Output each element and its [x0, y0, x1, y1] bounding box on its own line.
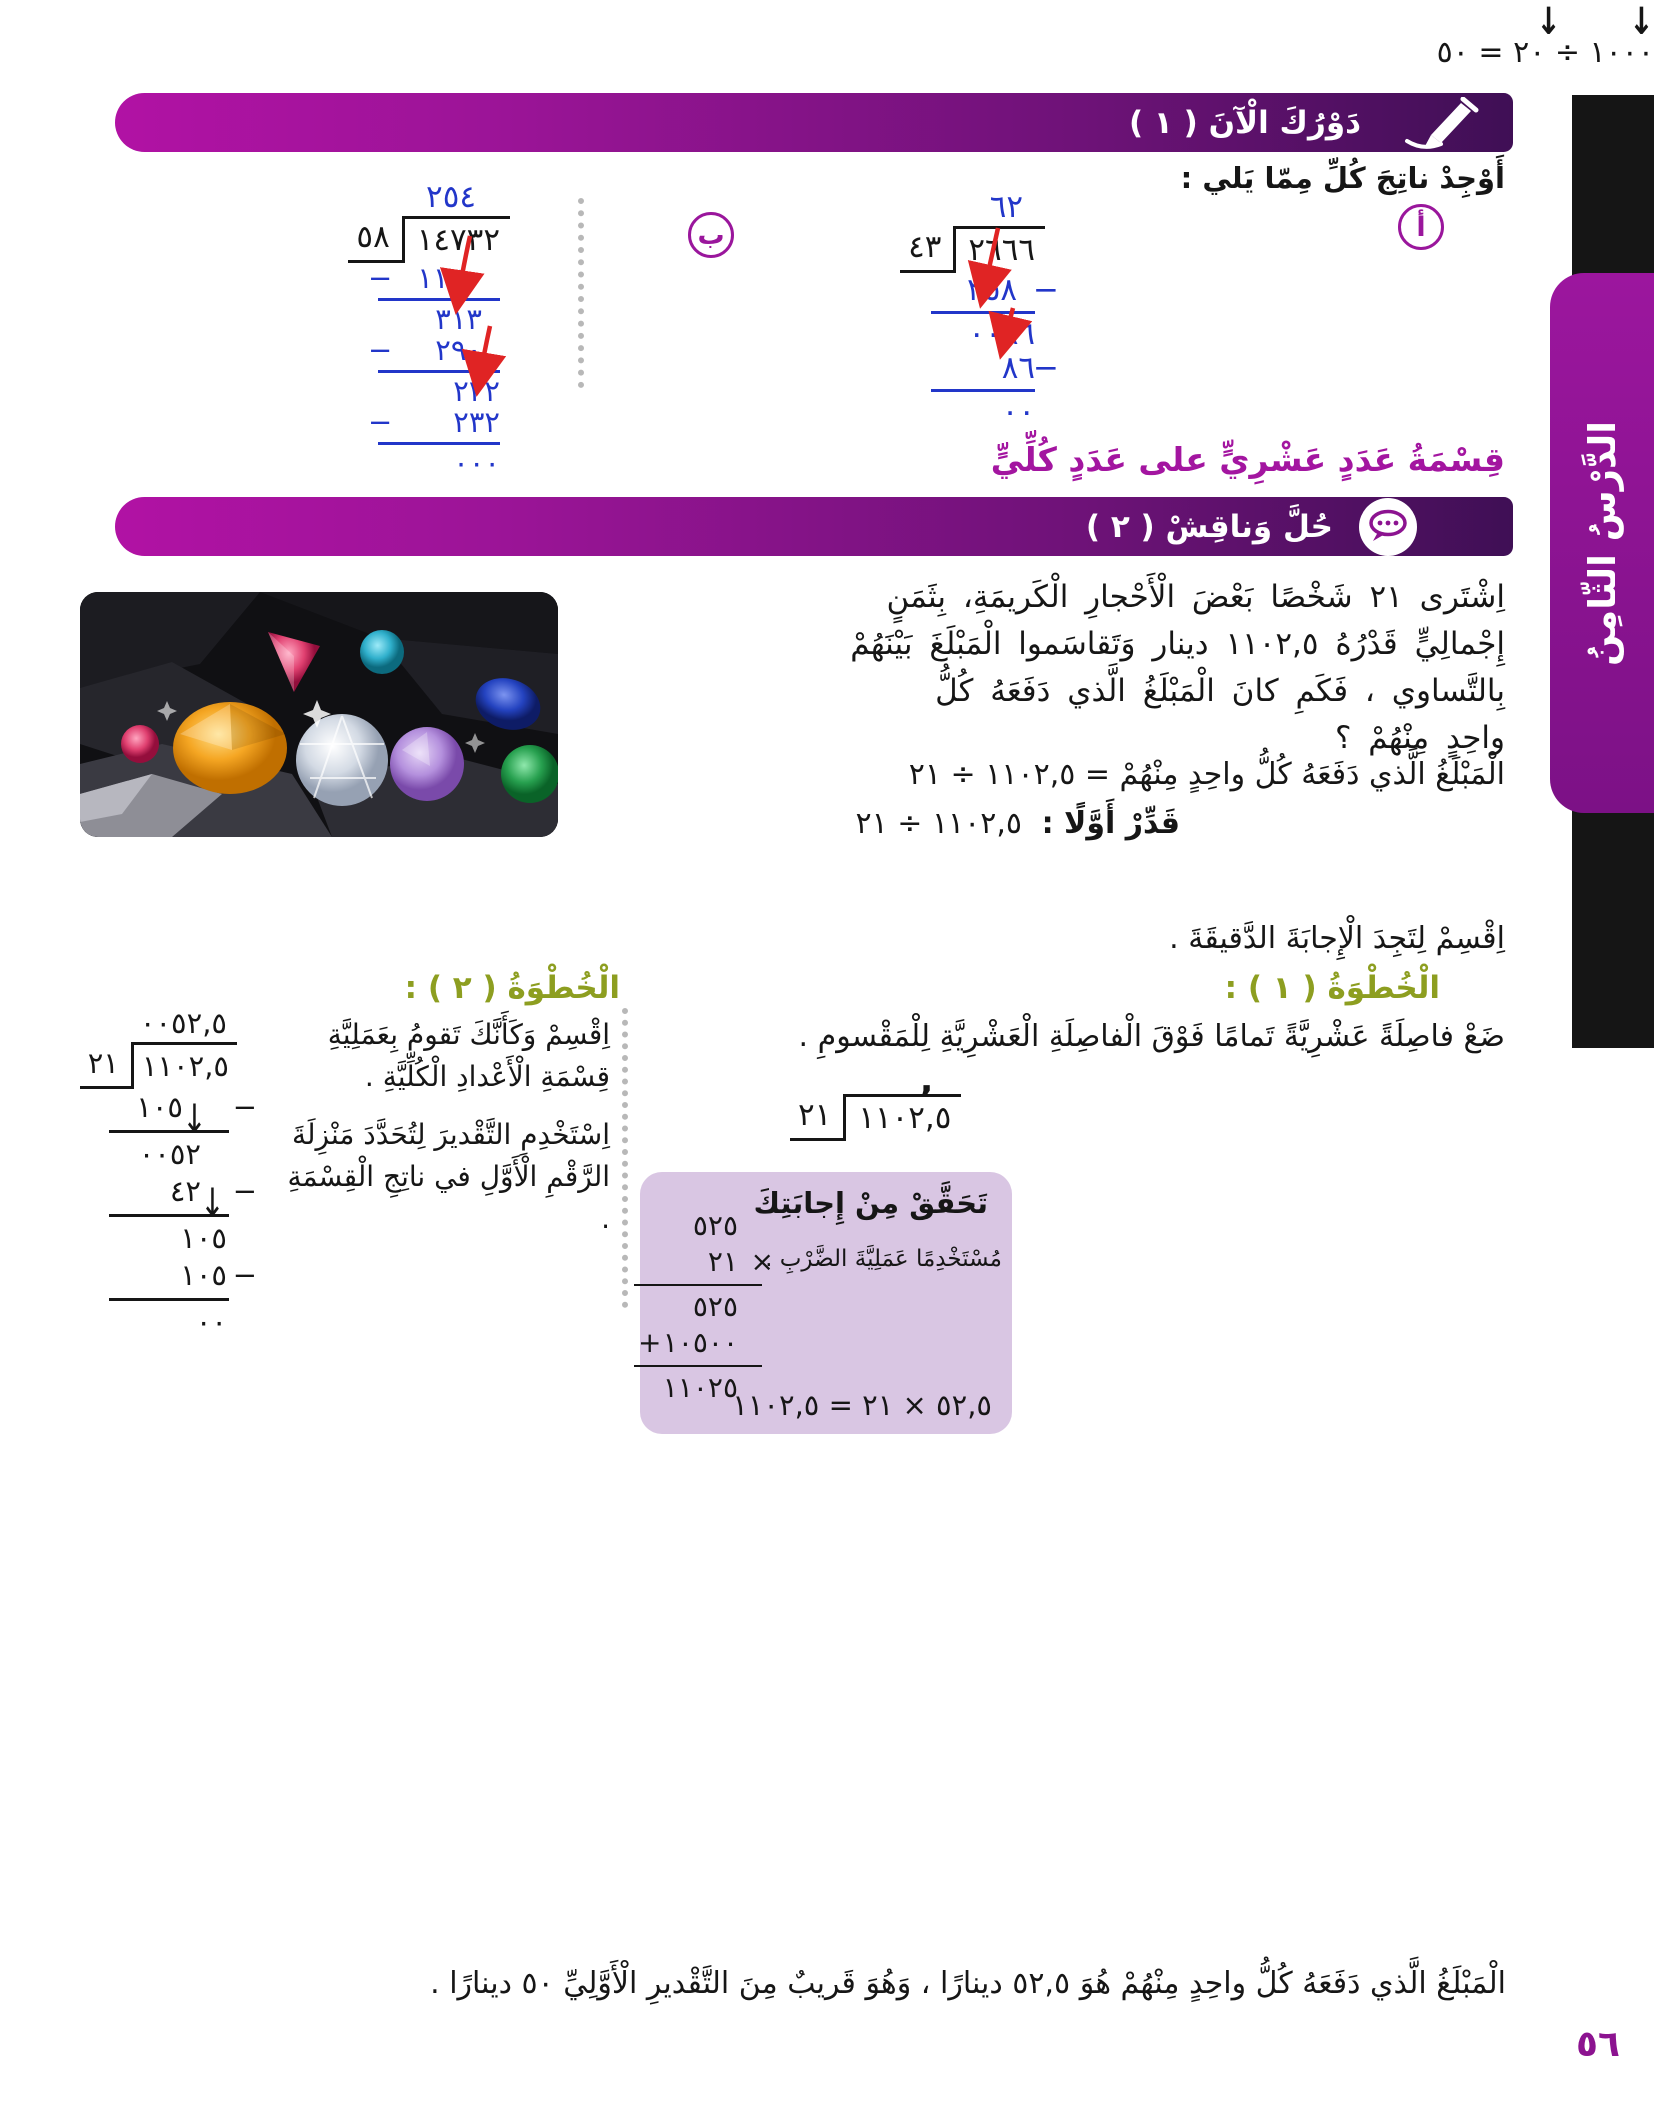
quotient: ٢٥٤: [426, 179, 476, 215]
work-row: [810, 317, 1035, 351]
work-value: ١٠٥٠٠: [662, 1326, 738, 1359]
work-value: ٠٠٠: [453, 446, 500, 480]
step1-demo-division: [790, 1060, 961, 1141]
work-row: [810, 395, 1035, 429]
work-row: [72, 1136, 229, 1173]
operator-sign: +: [638, 1326, 662, 1359]
work-row: [310, 376, 500, 407]
your-turn-banner: [115, 93, 1513, 152]
step2-text: [270, 1014, 610, 1240]
dotted-divider: [578, 198, 584, 388]
work-row: [646, 1208, 750, 1244]
work-row: [72, 1089, 257, 1143]
final-answer-line: الْمَبْلَغُ الَّذي دَفَعَهُ كُلُّ واحِدٍ مِنْهُمْ هُوَ ٥٢,٥ دينارًا ، وَهُوَ قَريبٌ مِنَ التَّقْديرِ الْأَوَّلِيِّ ٥٠ دينارًا .: [430, 1966, 1506, 2001]
problem-line: إِجْمالِيٍّ قَدْرُهُ ١١٠٢,٥ دينار وَتَقاسَموا الْمَبْلَغَ بَيْنَهُمْ: [850, 626, 1505, 662]
work-row: [810, 272, 1059, 308]
work-value: ٥٢٥: [692, 1290, 738, 1323]
work-row: [646, 1244, 774, 1280]
divisor: ٢١: [80, 1042, 131, 1089]
demo-dividend: ١١٠٢,٥ ,: [843, 1094, 961, 1141]
work-value: ١٠٥: [180, 1221, 227, 1255]
step2-title: الْخُطْوَةُ ( ٢ ) :: [404, 970, 620, 1006]
work-row: [810, 350, 1059, 386]
subtraction-rule: [634, 1365, 762, 1367]
dividend: ٢٦٦٦: [953, 226, 1045, 273]
operator-sign: −: [232, 1090, 257, 1124]
bring-down-arrow-icon: ↓: [199, 1181, 225, 1227]
divisor: ٤٣: [900, 226, 953, 273]
work-row: [646, 1289, 750, 1325]
check-conclusion: ٥٢,٥ × ٢١ = ١١٠٢,٥: [732, 1388, 992, 1422]
operator-sign: −: [368, 405, 393, 439]
work-value: ٥٢٥: [692, 1209, 738, 1242]
work-value: ١١٠٢٥: [662, 1371, 738, 1404]
gemstones-photo: [80, 592, 558, 837]
step1-title: الْخُطْوَةُ ( ١ ) :: [1224, 970, 1440, 1006]
work-value: ٠٠: [1001, 394, 1035, 430]
solve-discuss-title: حُلَّ وَناقِشْ ( ٢ ): [1085, 508, 1333, 545]
operator-sign: ×: [750, 1245, 774, 1278]
operator-sign: −: [1033, 272, 1059, 308]
problem-a-label: أ: [1398, 204, 1444, 250]
your-turn-title: دَوْرُكَ الْآنَ ( ١ ): [1128, 104, 1361, 141]
writing-hand-icon: [1403, 97, 1489, 149]
multiplication-work: [638, 1208, 774, 1406]
page-number: ٥٦: [1576, 2024, 1620, 2065]
word-problem-text: [598, 574, 1505, 762]
operator-sign: −: [1033, 350, 1059, 386]
subtraction-rule: [634, 1284, 762, 1286]
work-row: [72, 1173, 257, 1227]
work-value: ٨٦: [1001, 350, 1035, 386]
chat-bubble-icon: [1359, 498, 1417, 556]
subtraction-rule: [109, 1298, 229, 1301]
bring-down-arrow-icon: ↓: [181, 1097, 207, 1143]
estimate-label: قَدِّرْ أَوَّلًا :: [1041, 806, 1180, 841]
operator-sign: −: [368, 261, 393, 295]
dotted-divider: [622, 1008, 628, 1308]
dividend: ١٤٧٣٢: [402, 216, 510, 263]
work-value: ١٠٥: [136, 1090, 183, 1124]
equation-line: الْمَبْلَغُ الَّذي دَفَعَهُ كُلُّ واحِدٍ مِنْهُمْ = ١١٠٢,٥ ÷ ٢١: [908, 757, 1505, 792]
work-value: ٢٩٠: [435, 333, 482, 367]
lesson-tab: [1550, 273, 1654, 813]
quotient: ٦٢: [989, 189, 1023, 225]
division-work: [72, 1089, 257, 1341]
division-bracket: [810, 226, 1045, 273]
division-bracket: [310, 216, 510, 263]
estimate-line: [560, 806, 1180, 841]
subtraction-rule: [378, 370, 500, 373]
work-value: ٢٥٨: [967, 272, 1017, 308]
work-value: ٢٣٢: [453, 374, 500, 408]
work-row: [638, 1325, 750, 1361]
operator-sign: −: [232, 1174, 257, 1208]
work-row: [72, 1304, 229, 1341]
work-row: [310, 263, 500, 294]
work-value: ٤٢: [169, 1174, 201, 1208]
division-work: [310, 263, 510, 479]
work-row: [310, 335, 500, 366]
work-row: [310, 448, 500, 479]
lesson-tab-label: الدَّرْسُ الثّامِنُ: [1580, 420, 1624, 666]
subtraction-rule: [931, 311, 1035, 314]
step2-paragraph: اِسْتَخْدِمِ التَّقْديرَ لِتُحَدَّدَ مَنْزِلَةَ الرَّقْمِ الْأَوَّلِ في ناتِجِ الْقِسْمَةِ .: [287, 1118, 610, 1235]
work-value: ١٠٥: [180, 1258, 227, 1292]
divisor: ٥٨: [348, 216, 401, 263]
subtraction-rule: [378, 298, 500, 301]
step2-paragraph: اِقْسِمْ وَكَأَنَّكَ تَقومُ بِعَمَلِيَّةِ قِسْمَةِ الْأَعْدادِ الْكُلِّيَّةِ .: [327, 1018, 610, 1093]
estimate-arrows-icon: ↓ ↓: [1536, 0, 1654, 44]
division-work: [810, 272, 1059, 430]
problem-b-label: ب: [688, 212, 734, 258]
step2-work-division: [72, 1004, 257, 1341]
work-value: ٢١: [707, 1245, 738, 1278]
work-row: [72, 1257, 257, 1294]
demo-divisor: ٢١: [790, 1094, 843, 1141]
estimate-expression: ١١٠٢,٥ ÷ ٢١: [855, 806, 1023, 841]
quotient: ٠٠٥٢,٥: [139, 1006, 227, 1040]
problem-line: اِشْتَرى ٢١ شَخْصًا بَعْضَ الْأَحْجارِ الْكَريمَةِ، بِثَمَنٍ: [886, 579, 1505, 615]
section-heading: قِسْمَةُ عَدَدٍ عَشْرِيٍّ على عَدَدٍ كُلِّيٍّ: [990, 440, 1505, 479]
work-value: ٠٠٥٢: [138, 1137, 201, 1171]
problem-line: بِالتَّساوي ، فَكَمِ كانَ الْمَبْلَغُ الَّذي دَفَعَهُ كُلُّ: [935, 673, 1505, 709]
work-value: ٣١٣: [435, 302, 482, 336]
operator-sign: −: [232, 1258, 257, 1292]
work-row: [72, 1220, 229, 1257]
check-answer-box: [640, 1172, 1012, 1434]
work-value: ٠٠: [195, 1305, 227, 1339]
work-value: ١١٦: [417, 261, 464, 295]
solve-discuss-banner: [115, 497, 1513, 556]
operator-sign: −: [368, 333, 393, 367]
estimate-result: ١٠٠٠ ÷ ٢٠ = ٥٠: [1436, 35, 1654, 70]
division-problem-b: [310, 178, 510, 479]
floating-decimal-comma: ,: [919, 1060, 934, 1101]
step1-text: ضَعْ فاصِلَةً عَشْرِيَّةً تَمامًا فَوْقَ الْفاصِلَةِ الْعَشْرِيَّةِ لِلْمَقْسومِ .: [798, 1019, 1505, 1054]
check-subtitle: مُسْتَخْدِمًا عَمَلِيَّةَ الضَّرْبِ .: [765, 1246, 1002, 1272]
division-bracket: [72, 1042, 237, 1089]
division-problem-a: [810, 188, 1059, 430]
dividend: ١١٠٢,٥: [131, 1042, 237, 1089]
subtraction-rule: [378, 442, 500, 445]
work-value: ٢٣٢: [453, 405, 500, 439]
problem-line: واحِدٍ مِنْهُمْ ؟: [1334, 720, 1505, 756]
subtraction-rule: [109, 1130, 229, 1133]
work-row: [310, 407, 500, 438]
subtraction-rule: [931, 389, 1035, 392]
work-row: [310, 304, 500, 335]
check-title: تَحَقَّقْ مِنْ إِجابَتِكَ: [753, 1186, 988, 1220]
find-result-prompt: أَوْجِدْ ناتِجَ كُلِّ مِمّا يَلي :: [1180, 161, 1505, 195]
divide-note: اِقْسِمْ لِتَجِدَ الْإِجابَةَ الدَّقيقَةَ .: [1169, 921, 1505, 956]
work-value: ٠٠٨٦: [968, 316, 1035, 352]
